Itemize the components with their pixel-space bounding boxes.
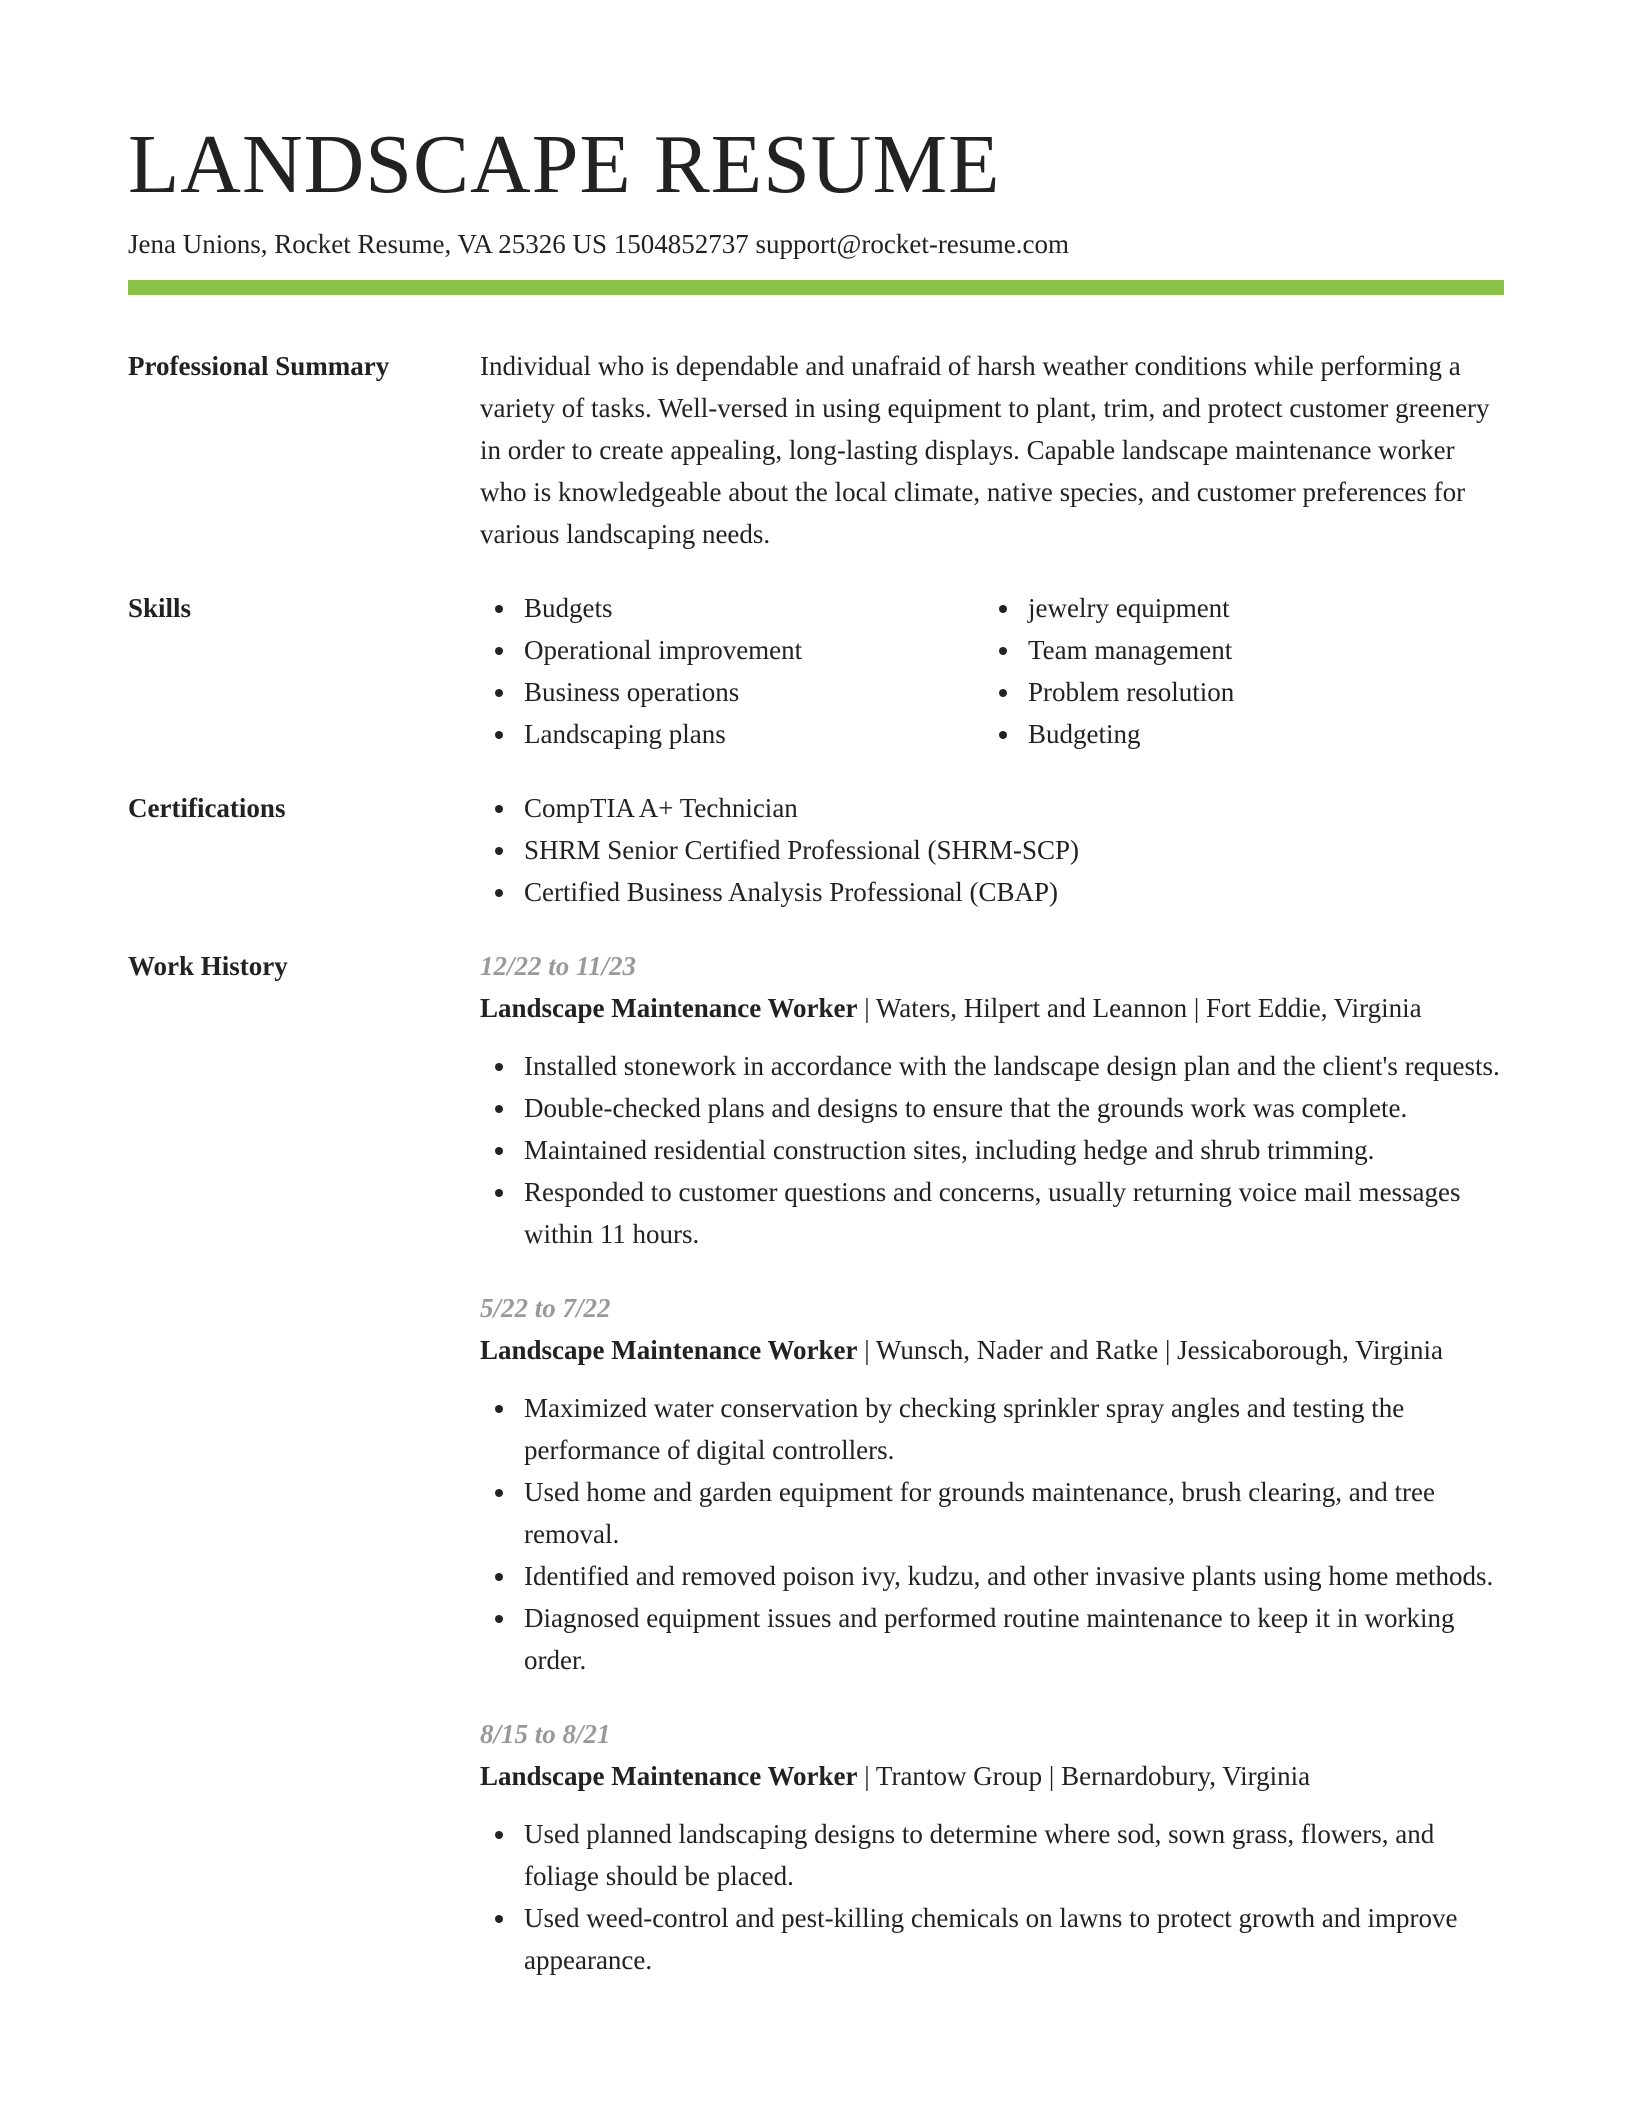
job-bullet: Used home and garden equipment for grounds maintenance, brush clearing, and tree removal. (480, 1471, 1504, 1555)
job-bullets (480, 1045, 1504, 1255)
certification-item: Certified Business Analysis Professional (CBAP) (480, 871, 1504, 913)
certification-item: CompTIA A+ Technician (480, 787, 1504, 829)
job-heading (480, 1329, 1504, 1371)
job-title: Landscape Maintenance Worker (480, 1761, 858, 1791)
job-dates: 5/22 to 7/22 (480, 1293, 611, 1323)
work-history-section (128, 945, 1504, 2013)
job-bullet: Installed stonework in accordance with the landscape design plan and the client's requests. (480, 1045, 1504, 1087)
skill-item: jewelry equipment (984, 587, 1488, 629)
certifications-list (480, 787, 1504, 913)
skills-section (128, 587, 1504, 755)
summary-section (128, 345, 1504, 555)
skill-item: Problem resolution (984, 671, 1488, 713)
skill-item: Business operations (480, 671, 984, 713)
job-dates: 12/22 to 11/23 (480, 951, 637, 981)
job-bullet: Diagnosed equipment issues and performed routine maintenance to keep it in working order. (480, 1597, 1504, 1681)
job-bullet: Used weed-control and pest-killing chemicals on lawns to protect growth and improve appearance. (480, 1897, 1504, 1981)
job-bullet: Maximized water conservation by checking sprinkler spray angles and testing the performance of digital controllers. (480, 1387, 1504, 1471)
summary-text: Individual who is dependable and unafraid of harsh weather conditions while performing a variety of tasks. Well-versed in using equipment to plant, trim, and protect customer greenery in order to create appealing, long-lasting displays. Capable landscape maintenance worker who is knowledgeable about the local climate, native species, and customer preferences for various landscaping needs. (480, 351, 1490, 549)
job-bullets (480, 1813, 1504, 1981)
skill-item: Team management (984, 629, 1488, 671)
job-heading (480, 1755, 1504, 1797)
contact-line: Jena Unions, Rocket Resume, VA 25326 US 1504852737 support@rocket-resume.com (128, 229, 1070, 259)
job-employer-location: | Trantow Group | Bernardobury, Virginia (857, 1761, 1311, 1791)
job-entry (480, 945, 1504, 1255)
certifications-section (128, 787, 1504, 913)
job-bullet: Maintained residential construction sites, including hedge and shrub trimming. (480, 1129, 1504, 1171)
job-bullet: Responded to customer questions and concerns, usually returning voice mail messages within 11 hours. (480, 1171, 1504, 1255)
job-bullet: Double-checked plans and designs to ensure that the grounds work was complete. (480, 1087, 1504, 1129)
job-bullet: Used planned landscaping designs to determine where sod, sown grass, flowers, and foliage should be placed. (480, 1813, 1504, 1897)
skill-item: Budgeting (984, 713, 1488, 755)
job-title: Landscape Maintenance Worker (480, 993, 858, 1023)
skills-list-right (984, 587, 1488, 755)
job-entry (480, 1713, 1504, 1981)
job-employer-location: | Waters, Hilpert and Leannon | Fort Eddie, Virginia (857, 993, 1422, 1023)
job-dates: 8/15 to 8/21 (480, 1719, 611, 1749)
job-entry (480, 1287, 1504, 1681)
job-heading (480, 987, 1504, 1029)
certifications-label: Certifications (128, 793, 286, 823)
work-history-label: Work History (128, 951, 288, 981)
certification-item: SHRM Senior Certified Professional (SHRM-SCP) (480, 829, 1504, 871)
accent-divider (128, 280, 1504, 295)
skill-item: Budgets (480, 587, 984, 629)
job-bullets (480, 1387, 1504, 1681)
job-employer-location: | Wunsch, Nader and Ratke | Jessicaborough, Virginia (857, 1335, 1443, 1365)
job-bullet: Identified and removed poison ivy, kudzu, and other invasive plants using home methods. (480, 1555, 1504, 1597)
summary-label: Professional Summary (128, 351, 390, 381)
skill-item: Landscaping plans (480, 713, 984, 755)
resume-title: LANDSCAPE RESUME (128, 118, 1001, 211)
skills-list-left (480, 587, 984, 755)
skills-label: Skills (128, 593, 192, 623)
job-title: Landscape Maintenance Worker (480, 1335, 858, 1365)
skill-item: Operational improvement (480, 629, 984, 671)
